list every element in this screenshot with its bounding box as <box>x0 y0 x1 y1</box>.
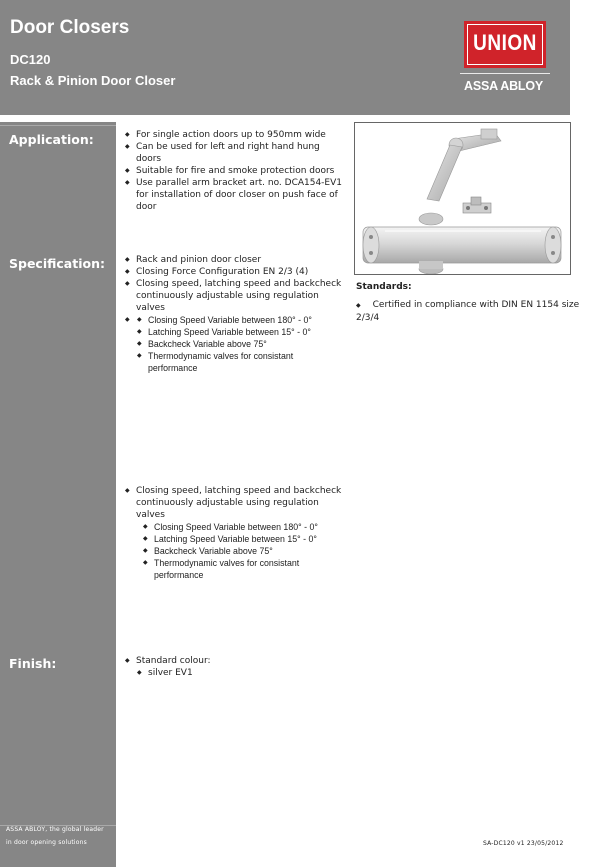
finish-list <box>124 655 344 667</box>
finish-sub-list <box>136 667 344 679</box>
list-item: ◆ Closing speed, latching speed and backcheck continuously adjustable using regulation valves <box>124 485 344 521</box>
model-number: DC120 <box>10 52 51 67</box>
page-title: Door Closers <box>10 17 130 38</box>
sub-list-item: ◆ Thermodynamic valves for consistant performance <box>136 350 344 374</box>
specification-repeat-list <box>124 485 344 521</box>
sub-list-item: ◆ Backcheck Variable above 75° <box>142 545 344 557</box>
list-item: ◆ Can be used for left and right hand hung doors <box>124 141 344 165</box>
sub-list-item: ◆ Latching Speed Variable between 15° - 0° <box>142 533 344 545</box>
finish-section <box>124 655 344 679</box>
application-label: Application: <box>9 132 94 147</box>
sub-list-item: ◆ Latching Speed Variable between 15° - 0° <box>136 326 344 338</box>
sidebar-divider <box>0 125 116 126</box>
specification-repeat-sub-list <box>142 521 344 581</box>
door-closer-illustration <box>355 123 570 274</box>
list-item: ◆ For single action doors up to 950mm wide <box>124 129 344 141</box>
application-list <box>124 129 344 213</box>
list-item: ◆ Use parallel arm bracket art. no. DCA154-EV1 for installation of door closer on push face of door <box>124 177 344 213</box>
specification-section <box>124 254 344 374</box>
document-reference: SA-DC120 v1 23/05/2012 <box>483 840 564 847</box>
standards-text-block <box>356 299 581 324</box>
left-sidebar <box>0 122 116 867</box>
list-item: ◆ Rack and pinion door closer <box>124 254 344 266</box>
footer-tagline-1: ASSA ABLOY, the global leader <box>6 826 104 833</box>
sub-list-item: ◆ Backcheck Variable above 75° <box>136 338 344 350</box>
finish-label: Finish: <box>9 656 57 671</box>
list-item: ◆ Closing speed, latching speed and backcheck continuously adjustable using regulation valves <box>124 278 344 314</box>
assa-abloy-logo: ASSA ABLOY <box>464 79 544 93</box>
bullet-icon: ◆ <box>356 302 361 309</box>
sub-list-item: ◆ Thermodynamic valves for consistant performance <box>142 557 344 581</box>
specification-list <box>124 254 344 374</box>
sub-list-item: ◆ ◆ Closing Speed Variable between 180° - 0° <box>136 314 344 326</box>
specification-label: Specification: <box>9 256 105 271</box>
sub-list-item: ◆ silver EV1 <box>136 667 344 679</box>
footer-tagline-2: in door opening solutions <box>6 839 87 846</box>
union-logo <box>464 21 546 68</box>
list-item: ◆ Suitable for fire and smoke protection doors <box>124 165 344 177</box>
list-item: ◆ Standard colour: <box>124 655 344 667</box>
union-logo-text: UNION <box>473 31 537 56</box>
sub-list-item: ◆ Closing Speed Variable between 180° - 0° <box>142 521 344 533</box>
logo-divider <box>460 73 550 74</box>
application-section <box>124 129 344 213</box>
specification-sub-list <box>136 314 344 374</box>
list-item: ◆ Closing Force Configuration EN 2/3 (4) <box>124 266 344 278</box>
specification-repeat-section <box>124 485 344 581</box>
product-subtitle: Rack & Pinion Door Closer <box>10 73 176 88</box>
nested-list-item <box>124 314 344 374</box>
header-banner <box>0 0 570 115</box>
product-photo <box>354 122 571 275</box>
standards-text: Certified in compliance with DIN EN 1154 size 2/3/4 <box>356 300 580 323</box>
standards-heading: Standards: <box>356 282 412 292</box>
